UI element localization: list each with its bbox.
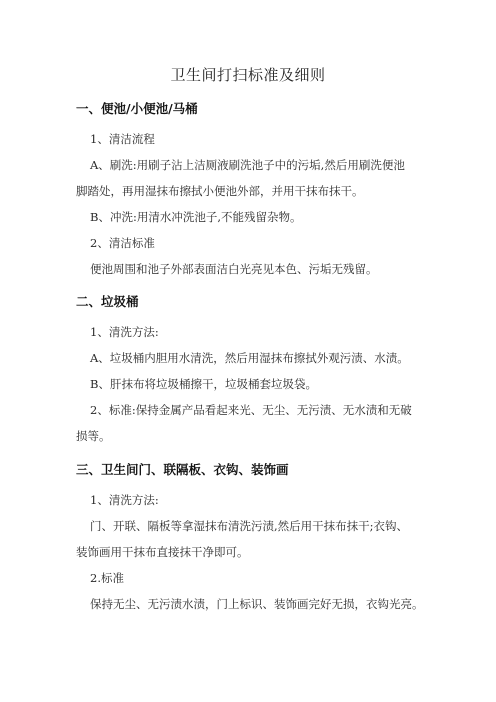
section-1-line-2: A、刷洗:用刷子沾上洁厕液刷洗池子中的污垢,然后用刷洗便池 xyxy=(90,158,405,172)
section-1-line-3: 脚踏处，再用湿抹布擦拭小便池外部，并用干抹布抹干。 xyxy=(76,184,364,198)
section-3-line-5: 保持无尘、无污渍水渍，门上标识、装饰画完好无损，衣钩光亮。 xyxy=(90,597,424,611)
section-1-line-5: 2、清洁标准 xyxy=(90,236,155,250)
section-3-line-1: 1、清洗方法: xyxy=(90,493,159,507)
section-heading-2: 二、垃圾桶 xyxy=(76,294,139,309)
section-1-line-1: 1、清洁流程 xyxy=(90,132,155,146)
section-3-line-4: 2.标准 xyxy=(90,571,124,585)
section-1-line-4: B、冲洗:用清水冲洗池子,不能残留杂物。 xyxy=(90,210,302,224)
section-2-line-5: 损等。 xyxy=(76,429,111,443)
section-heading-3: 三、卫生间门、联隔板、衣钩、装饰画 xyxy=(76,462,289,477)
section-3-line-2: 门、开联、隔板等拿湿抹布清洗污渍,然后用干抹布抹干;衣钩、 xyxy=(90,519,409,533)
section-2-line-2: A、垃圾桶内胆用水清洗，然后用湿抹布擦拭外观污渍、水渍。 xyxy=(90,351,409,365)
section-1-line-6: 便池周围和池子外部表面洁白光亮见本色、污垢无残留。 xyxy=(90,262,378,276)
section-2-line-3: B、肝抹布将垃圾桶擦干，垃圾桶套垃圾袋。 xyxy=(90,377,317,391)
section-2-line-1: 1、清洗方法: xyxy=(90,325,159,339)
section-heading-1: 一、便池/小便池/马桶 xyxy=(76,101,198,116)
section-3-line-3: 装饰画用干抹布直接抹干净即可。 xyxy=(76,545,249,559)
section-2-line-4: 2、标准:保持金属产品看起来光、无尘、无污渍、无水渍和无破 xyxy=(90,403,412,417)
page-title: 卫生间打扫标准及细则 xyxy=(170,66,326,84)
